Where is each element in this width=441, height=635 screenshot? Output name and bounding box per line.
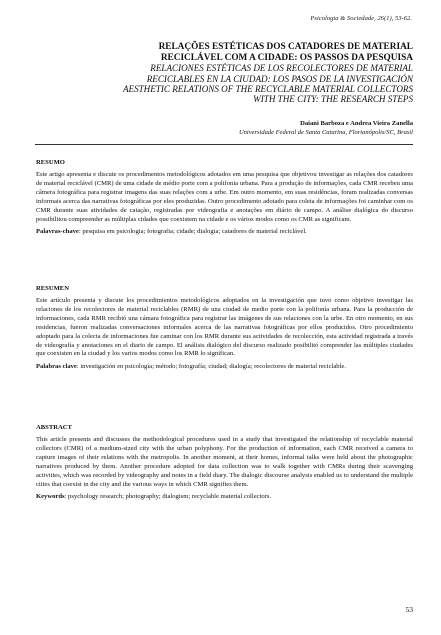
title-english (36, 84, 413, 105)
journal-citation: Psicologia & Sociedade, 26(1), 53-62. (310, 15, 412, 22)
resumo-keywords (36, 228, 413, 237)
title-en-line: AESTHETIC RELATIONS OF THE RECYCLABLE MATERIAL COLLECTORS (122, 84, 413, 94)
title-en-line: WITH THE CITY: THE RESEARCH STEPS (253, 94, 413, 105)
abstract-text: This article presents and discusses the methodological procedures used in a study that investigated the relationship of recyclable material collectors (CMR) of a medium-sized city with the urban polyphony. For the production of information, each CMR received a camera to capture images of their relations with the metropolis. In another moment, at their homes, informal talks were held about the photographic narratives produced by them. Another procedure adopted for data collection was to walk together with CMRs during their scavenging activities, which was recorded by videography and notes in a field diary. The dialogic discourse analysis enabled us to understand the multiple cities that coexist in the city and the various ways in which CMR signifies them. (36, 436, 413, 488)
title-pt-line: RELAÇÕES ESTÉTICAS DOS CATADORES DE MATERIAL (158, 42, 413, 52)
resumo-section (36, 158, 413, 237)
abstract-keywords (36, 493, 413, 502)
header-divider (35, 144, 413, 145)
title-block (36, 42, 413, 105)
title-es-line: RELACIONES ESTÉTICAS DE LOS RECOLECTORES DE MATERIAL (150, 63, 413, 74)
author-names: Daiani Barboza e Andrea Vieira Zanella (300, 120, 413, 127)
author-block (239, 119, 413, 137)
resumo-text: Este artigo apresenta e discute os procedimentos metodológicos adotados em uma pesquisa que objetivou investigar as relações dos catadores de material reciclável (CMR) de uma cidade de médio porte com a polifonia urbana. Para a produção de informações, cada CMR recebeu uma câmera fotográfica para registrar imagens das suas relações com a urbe. Em outro momento, em suas residências, foram realizadas conversas informais acerca das narrativas fotográficas por eles produzidas. Outro procedimento adotado para coleta de informações foi caminhar com os CMR durante suas atividades de catação, registradas por videografia e anotações em diário de campo. A análise dialógica do discurso possibilitou compreender as múltiplas cidades que coexistem na cidade e os vários modos como os CMR as significam. (36, 171, 413, 223)
resumo-heading: RESUMO (36, 159, 65, 166)
resumo-keywords-text: : pesquisa em psicologia; fotografia; cidade; dialogia; catadores de material reciclável. (78, 228, 307, 236)
resumen-section (36, 284, 413, 372)
page-number: 53 (405, 605, 413, 614)
resumen-text: Este artículo presenta y discute los procedimientos metodológicos adoptados en la investigación que tuvo como objetivo investigar las relaciones de los recolectores de material reciclables (RMR) de una ciudad de medio porte con la polifonía urbana. Para la producción de informaciones, cada RMR recibió una cámara fotográfica para registrar las imágenes de sus relaciones con la urbe. En otro momento, en sus residencias, fueron realizadas conversaciones informales acerca de las narrativas fotográficas por ellos producidos. Otro procedimiento adoptado para la colecta de informaciones fue caminar con los RMR durante sus actividades de recolección, esta actividad registrada a través de videografía y anotaciones en el diario de campo. El análisis dialógico del discurso realizado posibilitó comprender las múltiples ciudades que coexisten en la ciudad y los varios modos como los RMR lo significan. (36, 297, 413, 358)
title-portuguese (36, 42, 413, 63)
resumen-keywords (36, 363, 413, 372)
resumen-keywords-text: : investigación en psicología; método; fotografía; ciudad; dialogía; recolectores de material reciclable. (76, 363, 346, 371)
author-affiliation: Universidade Federal de Santa Catarina, Florianópolis/SC, Brasil (238, 129, 413, 136)
resumen-keywords-label: Palabras clave (36, 363, 77, 371)
abstract-keywords-text: : psychology research; photography; dialogism; recyclable material collectors. (64, 493, 272, 501)
title-pt-line: RECICLÁVEL COM A CIDADE: OS PASSOS DA PESQUISA (160, 52, 413, 63)
abstract-keywords-label: Keywords (36, 493, 65, 501)
title-spanish (36, 63, 413, 84)
abstract-section (36, 423, 413, 502)
resumo-keywords-label: Palavras-chave (36, 228, 79, 236)
abstract-heading: ABSTRACT (36, 424, 72, 431)
resumen-heading: RESUMEN (36, 285, 69, 292)
title-es-line: RECICLABLES EN LA CIUDAD: LOS PASOS DE LA INVESTIGACIÓN (146, 73, 413, 84)
